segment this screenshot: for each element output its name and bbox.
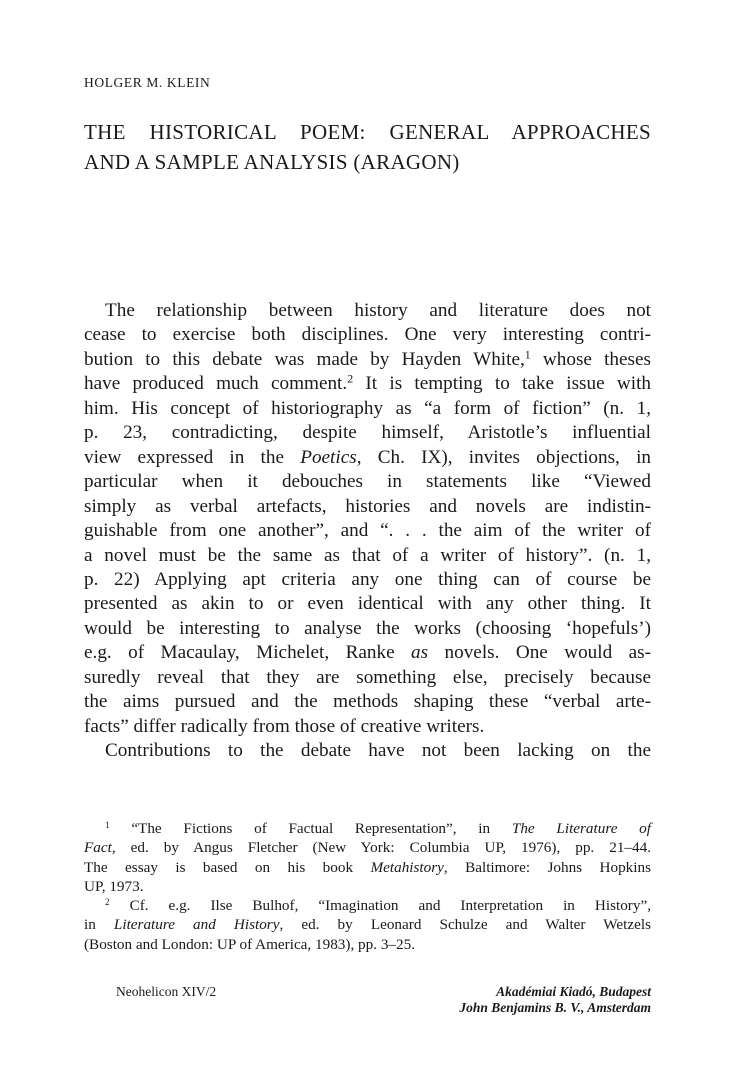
body-line [84,348,651,372]
publisher-line: Akadémiai Kiadó, Budapest [496,984,651,999]
text-run: , Ch. IX), invites objections, in [356,446,651,468]
publisher-line: John Benjamins B. V., Amsterdam [459,1000,651,1015]
body-line: suredly reveal that they are something else, precisely because [84,666,651,688]
title-line: THE HISTORICAL POEM: GENERAL APPROACHES [84,120,651,144]
text-run: “The Fictions of Factual Representation”, in [131,820,512,837]
body-line: presented as akin to or even identical with any other thing. It [84,593,651,615]
text-run: bution to this debate was made by Hayden White, [84,348,525,370]
italic-title: Literature and History [113,916,280,934]
body-line: The relationship between history and literature does not [105,300,651,321]
body-line: particular when it debouches in statements like “Viewed [84,471,651,493]
journal-issue: Neohelicon XIV/2 [116,984,217,999]
footnotes [84,819,651,954]
italic-title: Metahistory [370,858,444,876]
footnote-marker: 1 [105,819,110,830]
body-line [84,641,651,665]
text-run: It is tempting to take issue with [353,373,651,395]
text-run: in [84,916,114,934]
body-line: would be interesting to analyse the works (choosing ‘hopefuls’) [84,617,651,639]
footnote-ref-2[interactable]: 2 [347,371,354,386]
body-line: p. 23, contradicting, despite himself, Aristotle’s influential [84,422,651,444]
body-line: Contributions to the debate have not been lacking on the [105,740,651,762]
body-line: cease to exercise both disciplines. One very interesting contri- [84,324,651,346]
text-run: view expressed in the [84,446,301,468]
body-line [84,446,651,470]
body-line: facts” differ radically from those of creative writers. [84,715,485,737]
text-run: The essay is based on his book [84,858,371,876]
italic-word: as [411,642,429,664]
text-run: have produced much comment. [84,373,348,395]
text-run: , ed. by Angus Fletcher (New York: Columbia UP, 1976), pp. 21–44. [111,839,651,857]
publisher-info [459,984,651,1016]
text-run: , ed. by Leonard Schulze and Walter Wetzels [279,916,651,934]
body-line: simply as verbal artefacts, histories and novels are indistin- [84,495,651,517]
title-line: AND A SAMPLE ANALYSIS (ARAGON) [84,150,460,174]
text-run: , Baltimore: Johns Hopkins [443,858,651,876]
italic-title: The Literature of [511,820,651,837]
footnote-marker: 2 [105,897,110,908]
text-run: whose theses [530,348,651,370]
footnote-line: (Boston and London: UP of America, 1983), pp. 3–25. [84,935,415,953]
body-line: the aims pursued and the methods shaping these “verbal arte- [84,691,651,713]
body-line [84,372,651,396]
body-line: p. 22) Applying apt criteria any one thing can of course be [84,568,651,590]
footnote-1 [84,819,651,838]
footnote-line [84,915,651,934]
footnote-line [84,858,651,877]
footnote-line [84,838,651,857]
body-text [84,299,651,764]
text-run: Cf. e.g. Ilse Bulhof, “Imagination and Interpretation in History”, [129,897,651,915]
text-run: novels. One would as- [428,642,651,664]
author-name: HOLGER M. KLEIN [84,75,211,90]
article-title [84,117,651,177]
italic-title: Fact [84,839,112,857]
body-line: a novel must be the same as that of a writer of history”. (n. 1, [84,544,651,566]
footnote-2 [84,896,651,915]
text-run: e.g. of Macaulay, Michelet, Ranke [84,642,412,664]
italic-title: Poetics [300,446,357,468]
footnote-line: UP, 1973. [84,877,144,895]
body-line: him. His concept of historiography as “a form of fiction” (n. 1, [84,397,651,419]
footnote-ref-1[interactable]: 1 [524,347,531,362]
body-line: guishable from one another”, and “. . . the aim of the writer of [84,520,651,542]
